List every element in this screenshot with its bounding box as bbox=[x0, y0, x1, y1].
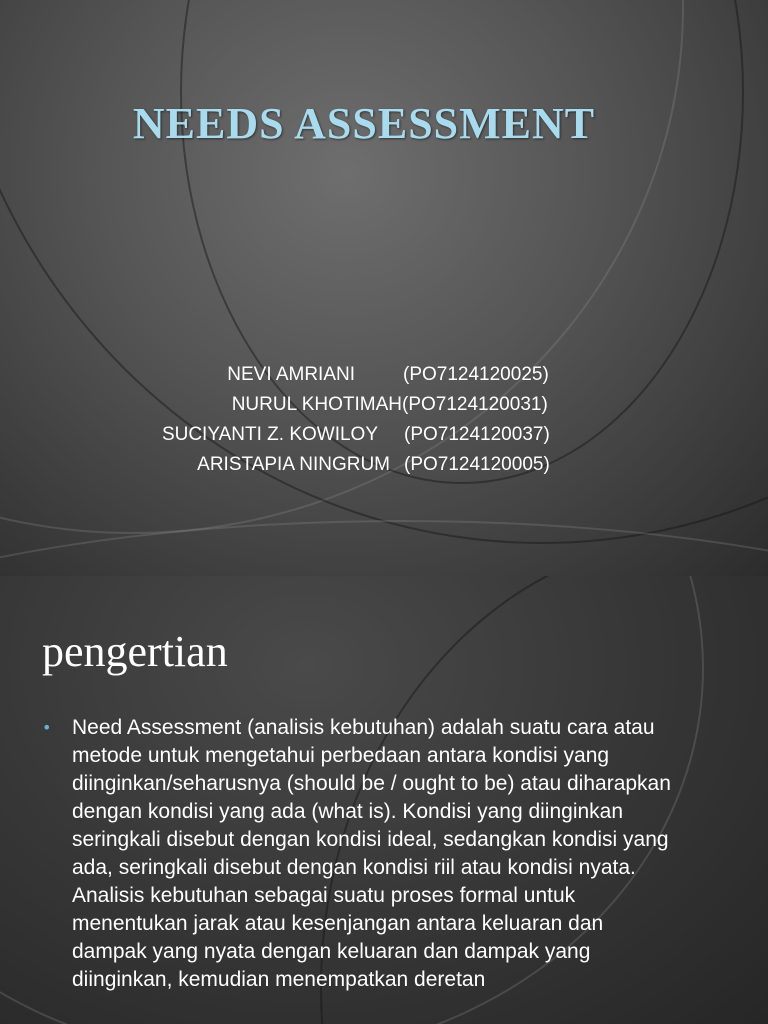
bullet-item bbox=[42, 714, 672, 994]
author-id: (PO7124120005) bbox=[404, 454, 550, 475]
author-id: (PO7124120031) bbox=[402, 394, 548, 415]
author-id: (PO7124120037) bbox=[404, 424, 550, 445]
author-row bbox=[100, 390, 580, 420]
author-id: (PO7124120025) bbox=[403, 364, 549, 385]
author-list bbox=[100, 360, 580, 480]
bullet-icon: • bbox=[42, 718, 52, 737]
author-name: NURUL KHOTIMAH bbox=[231, 394, 402, 415]
content-slide bbox=[0, 576, 768, 1024]
slide-heading: pengertian bbox=[42, 627, 228, 676]
bullet-text: Need Assessment (analisis kebutuhan) adalah suatu cara atau metode untuk mengetahui perbedaan antara kondisi yang diinginkan/seharusnya (should be / ought to be) atau diharapkan dengan kondisi yang ada (what is). Kondisi yang diinginkan seringkali disebut dengan kondisi ideal, sedangkan kondisi yang ada, seringkali disebut dengan kondisi riil atau kondisi nyata. Analisis kebutuhan sebagai suatu proses formal untuk menentukan jarak atau kesenjangan antara keluaran dan dampak yang nyata dengan keluaran dan dampak yang diinginkan, kemudian menempatkan deretan bbox=[72, 716, 671, 991]
author-row bbox=[100, 360, 580, 390]
author-row bbox=[100, 450, 580, 480]
author-row bbox=[100, 420, 580, 450]
slide-title: NEEDS ASSESSMENT bbox=[132, 99, 596, 148]
author-name: ARISTAPIA NINGRUM bbox=[197, 454, 390, 475]
author-name: NEVI AMRIANI bbox=[227, 364, 355, 385]
author-name: SUCIYANTI Z. KOWILOY bbox=[161, 424, 378, 445]
